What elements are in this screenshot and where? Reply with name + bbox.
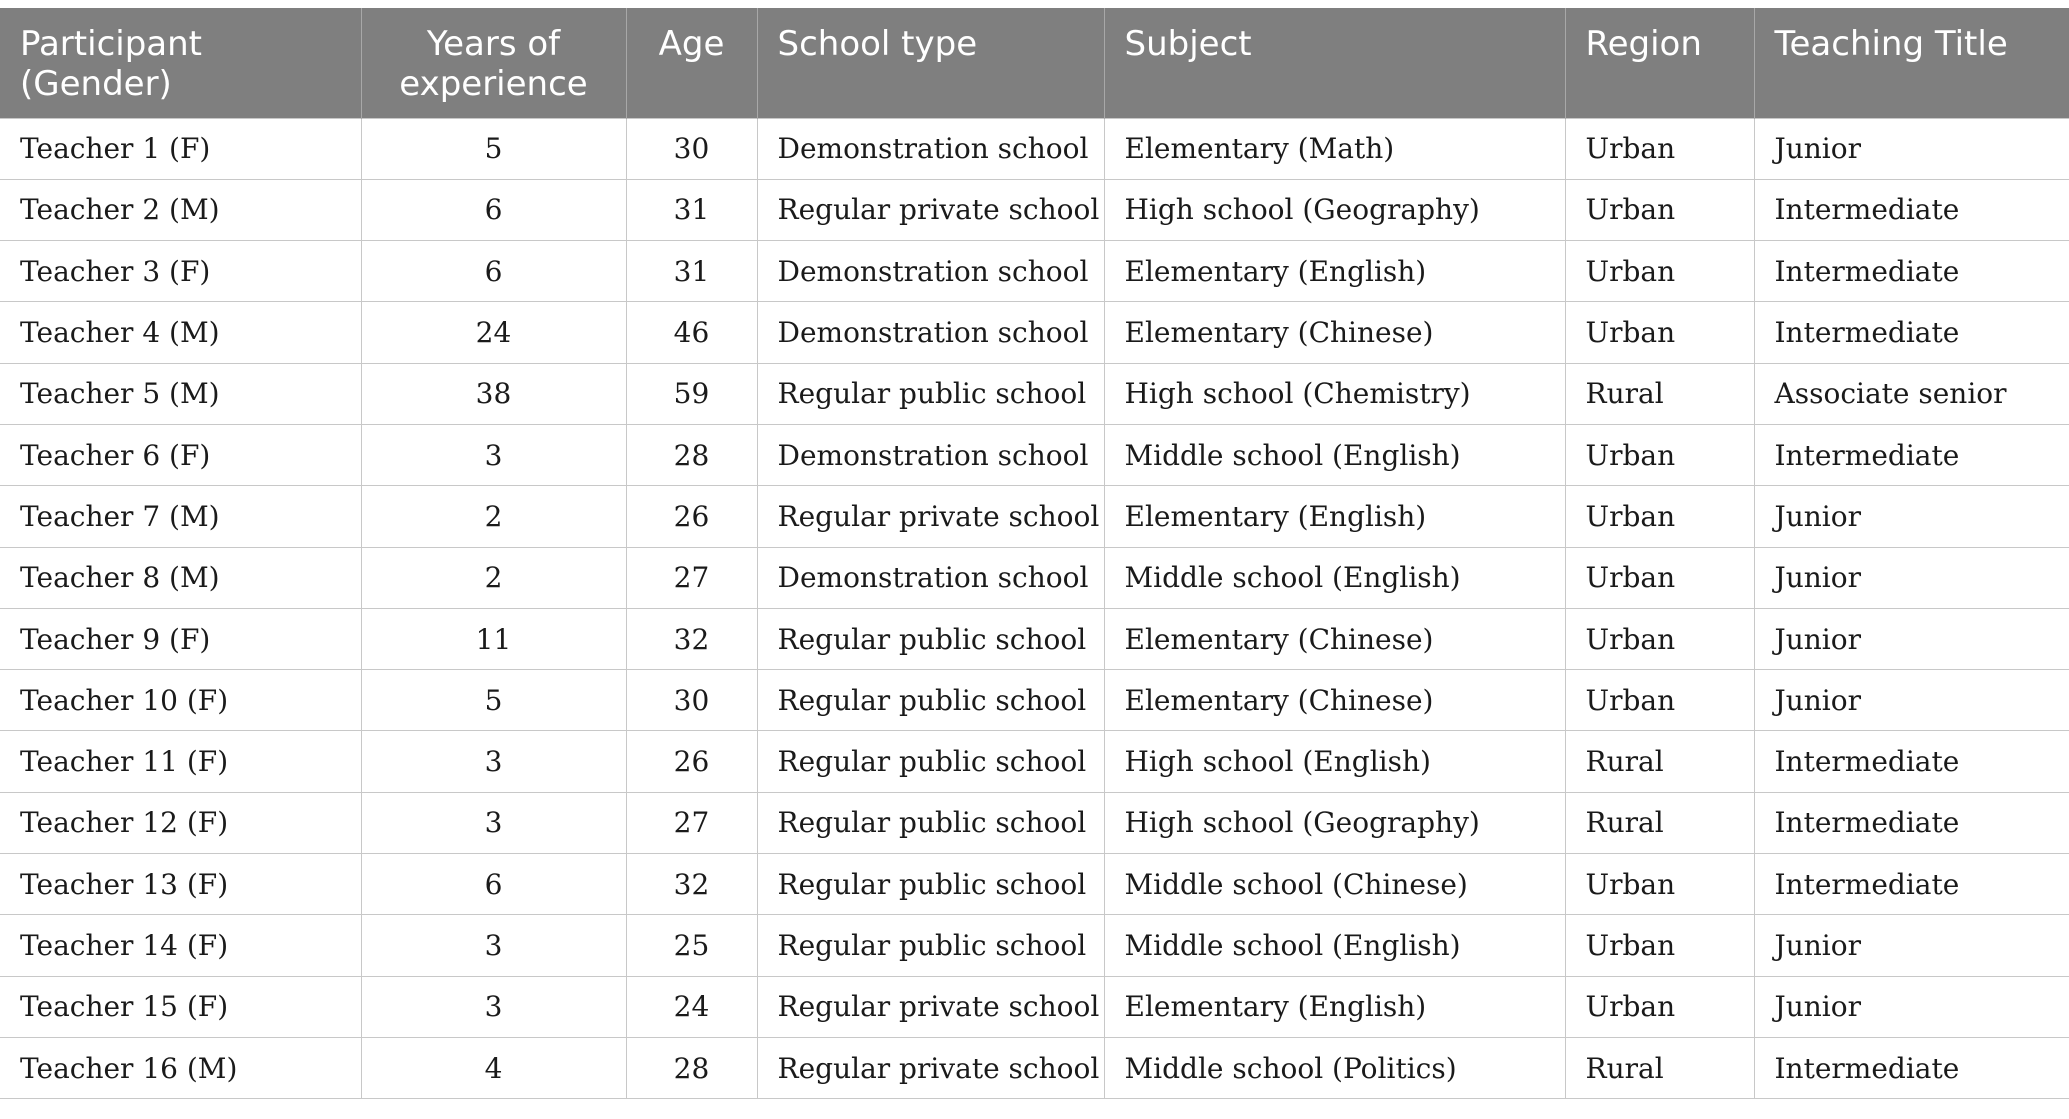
cell-age: 59 xyxy=(626,363,757,424)
cell-subject: Middle school (Politics) xyxy=(1104,1037,1565,1098)
header-region: Region xyxy=(1565,8,1754,118)
cell-participant: Teacher 12 (F) xyxy=(0,792,361,853)
cell-participant: Teacher 3 (F) xyxy=(0,241,361,302)
cell-subject: Middle school (Chinese) xyxy=(1104,854,1565,915)
cell-teaching-title: Intermediate xyxy=(1754,1037,2069,1098)
header-years-of-experience: Years of experience xyxy=(361,8,626,118)
cell-subject: Elementary (Chinese) xyxy=(1104,670,1565,731)
cell-school-type: Regular public school xyxy=(757,731,1104,792)
cell-years-of-experience: 3 xyxy=(361,792,626,853)
cell-years-of-experience: 6 xyxy=(361,241,626,302)
header-participant: Participant (Gender) xyxy=(0,8,361,118)
cell-participant: Teacher 11 (F) xyxy=(0,731,361,792)
cell-subject: High school (Chemistry) xyxy=(1104,363,1565,424)
cell-subject: Elementary (English) xyxy=(1104,486,1565,547)
cell-age: 32 xyxy=(626,608,757,669)
cell-school-type: Demonstration school xyxy=(757,302,1104,363)
cell-age: 28 xyxy=(626,424,757,485)
cell-region: Urban xyxy=(1565,118,1754,179)
cell-age: 31 xyxy=(626,179,757,240)
header-teaching-title: Teaching Title xyxy=(1754,8,2069,118)
cell-teaching-title: Associate senior xyxy=(1754,363,2069,424)
cell-subject: Elementary (Chinese) xyxy=(1104,302,1565,363)
cell-years-of-experience: 5 xyxy=(361,118,626,179)
cell-age: 27 xyxy=(626,547,757,608)
cell-region: Rural xyxy=(1565,363,1754,424)
cell-years-of-experience: 4 xyxy=(361,1037,626,1098)
cell-region: Rural xyxy=(1565,1037,1754,1098)
cell-age: 46 xyxy=(626,302,757,363)
cell-region: Urban xyxy=(1565,670,1754,731)
cell-region: Urban xyxy=(1565,976,1754,1037)
cell-region: Urban xyxy=(1565,424,1754,485)
cell-years-of-experience: 3 xyxy=(361,424,626,485)
cell-school-type: Demonstration school xyxy=(757,547,1104,608)
table-row xyxy=(0,792,2069,853)
cell-age: 25 xyxy=(626,915,757,976)
cell-teaching-title: Intermediate xyxy=(1754,241,2069,302)
table-body xyxy=(0,118,2069,1099)
cell-school-type: Demonstration school xyxy=(757,118,1104,179)
cell-region: Urban xyxy=(1565,302,1754,363)
cell-age: 24 xyxy=(626,976,757,1037)
cell-region: Rural xyxy=(1565,792,1754,853)
table-row xyxy=(0,179,2069,240)
cell-years-of-experience: 38 xyxy=(361,363,626,424)
cell-teaching-title: Junior xyxy=(1754,486,2069,547)
cell-school-type: Regular public school xyxy=(757,792,1104,853)
cell-region: Urban xyxy=(1565,915,1754,976)
header-age: Age xyxy=(626,8,757,118)
cell-age: 31 xyxy=(626,241,757,302)
cell-school-type: Regular public school xyxy=(757,915,1104,976)
cell-school-type: Regular public school xyxy=(757,854,1104,915)
cell-region: Urban xyxy=(1565,179,1754,240)
cell-participant: Teacher 13 (F) xyxy=(0,854,361,915)
cell-teaching-title: Intermediate xyxy=(1754,854,2069,915)
cell-teaching-title: Junior xyxy=(1754,118,2069,179)
table-row xyxy=(0,302,2069,363)
cell-subject: Elementary (Chinese) xyxy=(1104,608,1565,669)
table-row xyxy=(0,486,2069,547)
table-row xyxy=(0,1037,2069,1098)
cell-school-type: Regular public school xyxy=(757,670,1104,731)
cell-years-of-experience: 6 xyxy=(361,179,626,240)
table-row xyxy=(0,608,2069,669)
cell-age: 32 xyxy=(626,854,757,915)
cell-years-of-experience: 6 xyxy=(361,854,626,915)
table-row xyxy=(0,241,2069,302)
cell-school-type: Regular private school xyxy=(757,179,1104,240)
cell-years-of-experience: 11 xyxy=(361,608,626,669)
table-row xyxy=(0,363,2069,424)
header-school-type: School type xyxy=(757,8,1104,118)
cell-participant: Teacher 8 (M) xyxy=(0,547,361,608)
cell-subject: Elementary (English) xyxy=(1104,241,1565,302)
cell-school-type: Regular public school xyxy=(757,608,1104,669)
cell-teaching-title: Intermediate xyxy=(1754,179,2069,240)
table-row xyxy=(0,424,2069,485)
cell-age: 30 xyxy=(626,118,757,179)
cell-age: 26 xyxy=(626,731,757,792)
cell-school-type: Regular private school xyxy=(757,976,1104,1037)
table-row xyxy=(0,976,2069,1037)
cell-participant: Teacher 2 (M) xyxy=(0,179,361,240)
cell-school-type: Regular private school xyxy=(757,1037,1104,1098)
cell-age: 30 xyxy=(626,670,757,731)
cell-participant: Teacher 5 (M) xyxy=(0,363,361,424)
cell-age: 26 xyxy=(626,486,757,547)
cell-teaching-title: Junior xyxy=(1754,915,2069,976)
cell-years-of-experience: 5 xyxy=(361,670,626,731)
cell-teaching-title: Intermediate xyxy=(1754,792,2069,853)
header-row xyxy=(0,8,2069,118)
cell-participant: Teacher 1 (F) xyxy=(0,118,361,179)
cell-participant: Teacher 6 (F) xyxy=(0,424,361,485)
cell-region: Urban xyxy=(1565,241,1754,302)
participant-table-container xyxy=(0,8,2069,1099)
cell-region: Rural xyxy=(1565,731,1754,792)
cell-years-of-experience: 2 xyxy=(361,547,626,608)
cell-years-of-experience: 3 xyxy=(361,731,626,792)
table-row xyxy=(0,731,2069,792)
cell-years-of-experience: 24 xyxy=(361,302,626,363)
cell-teaching-title: Intermediate xyxy=(1754,302,2069,363)
cell-school-type: Regular public school xyxy=(757,363,1104,424)
cell-participant: Teacher 9 (F) xyxy=(0,608,361,669)
cell-teaching-title: Intermediate xyxy=(1754,424,2069,485)
table-row xyxy=(0,118,2069,179)
header-subject: Subject xyxy=(1104,8,1565,118)
cell-school-type: Demonstration school xyxy=(757,424,1104,485)
cell-participant: Teacher 10 (F) xyxy=(0,670,361,731)
cell-teaching-title: Junior xyxy=(1754,608,2069,669)
cell-years-of-experience: 3 xyxy=(361,976,626,1037)
cell-subject: Middle school (English) xyxy=(1104,915,1565,976)
cell-school-type: Regular private school xyxy=(757,486,1104,547)
cell-age: 27 xyxy=(626,792,757,853)
cell-subject: High school (Geography) xyxy=(1104,792,1565,853)
cell-participant: Teacher 7 (M) xyxy=(0,486,361,547)
cell-participant: Teacher 16 (M) xyxy=(0,1037,361,1098)
cell-teaching-title: Intermediate xyxy=(1754,731,2069,792)
cell-region: Urban xyxy=(1565,547,1754,608)
cell-years-of-experience: 3 xyxy=(361,915,626,976)
table-row xyxy=(0,915,2069,976)
cell-age: 28 xyxy=(626,1037,757,1098)
table-row xyxy=(0,670,2069,731)
table-row xyxy=(0,854,2069,915)
cell-years-of-experience: 2 xyxy=(361,486,626,547)
cell-participant: Teacher 15 (F) xyxy=(0,976,361,1037)
cell-subject: Elementary (English) xyxy=(1104,976,1565,1037)
cell-subject: Middle school (English) xyxy=(1104,424,1565,485)
cell-region: Urban xyxy=(1565,608,1754,669)
cell-subject: High school (Geography) xyxy=(1104,179,1565,240)
cell-participant: Teacher 14 (F) xyxy=(0,915,361,976)
table-row xyxy=(0,547,2069,608)
cell-region: Urban xyxy=(1565,854,1754,915)
cell-teaching-title: Junior xyxy=(1754,670,2069,731)
table-header xyxy=(0,8,2069,118)
participant-table xyxy=(0,8,2069,1099)
cell-teaching-title: Junior xyxy=(1754,547,2069,608)
cell-participant: Teacher 4 (M) xyxy=(0,302,361,363)
cell-subject: Middle school (English) xyxy=(1104,547,1565,608)
cell-subject: High school (English) xyxy=(1104,731,1565,792)
cell-teaching-title: Junior xyxy=(1754,976,2069,1037)
cell-region: Urban xyxy=(1565,486,1754,547)
cell-subject: Elementary (Math) xyxy=(1104,118,1565,179)
cell-school-type: Demonstration school xyxy=(757,241,1104,302)
